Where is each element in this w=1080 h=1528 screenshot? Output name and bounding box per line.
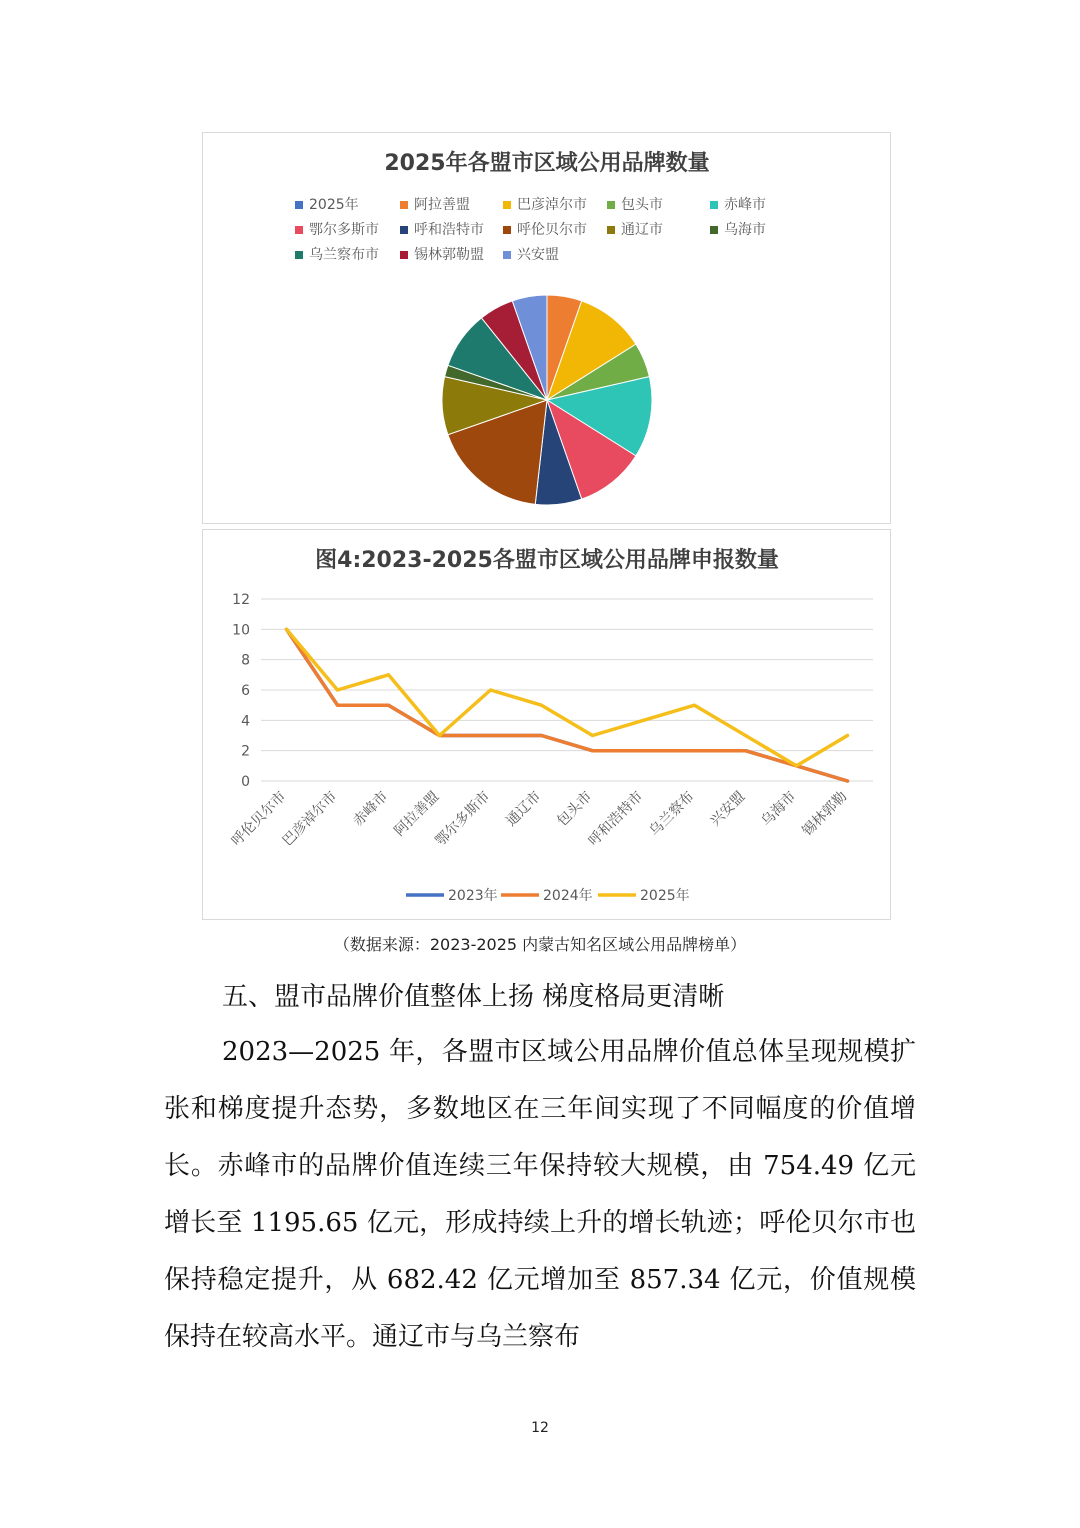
x-tick-label: 乌兰察布 (646, 788, 698, 840)
pie-legend-item (503, 196, 587, 213)
x-tick-label: 巴彦淖尔市 (279, 788, 341, 850)
y-tick-label: 0 (241, 774, 250, 790)
series-line (287, 629, 848, 781)
line-legend-label: 2023年 (448, 888, 498, 904)
line-legend-item (501, 887, 593, 904)
pie-legend-item (503, 222, 587, 238)
pie-legend-item (607, 222, 663, 238)
x-tick-label: 呼伦贝尔市 (228, 788, 290, 850)
x-tick-label: 鄂尔多斯市 (432, 788, 494, 850)
pie-legend-swatch (400, 251, 408, 259)
pie-legend-swatch (710, 226, 718, 234)
pie-legend-swatch (400, 201, 408, 209)
y-tick-label: 8 (241, 652, 250, 669)
body-text (164, 1024, 916, 1366)
pie-legend-item (710, 222, 766, 238)
pie-legend-label: 锡林郭勒盟 (414, 247, 484, 263)
pie-legend-label: 兴安盟 (517, 247, 559, 263)
pie-legend-swatch (710, 201, 718, 209)
pie-legend-item (295, 247, 379, 263)
pie-legend-label: 巴彦淖尔市 (517, 197, 587, 213)
pie-legend-label: 通辽市 (621, 222, 663, 238)
data-source-note: （数据来源：2023-2025 内蒙古知名区域公用品牌榜单） (333, 935, 747, 954)
pie-legend-swatch (503, 201, 511, 209)
pie-legend-swatch (295, 201, 303, 209)
line-chart-panel (202, 529, 891, 920)
series-line (287, 629, 848, 766)
pie-legend-label: 赤峰市 (724, 197, 766, 213)
x-tick-label: 通辽市 (503, 788, 545, 830)
pie-legend-swatch (503, 226, 511, 234)
pie-chart-title: 2025年各盟市区域公用品牌数量 (384, 151, 710, 176)
pie-legend-item (400, 221, 484, 238)
y-tick-label: 2 (241, 743, 250, 760)
pie-legend-item (710, 196, 766, 213)
pie-legend-swatch (295, 226, 303, 234)
line-chart-title: 图4:2023-2025各盟市区域公用品牌申报数量 (315, 548, 779, 573)
pie-legend-swatch (295, 251, 303, 259)
y-tick-label: 4 (241, 713, 250, 730)
pie-legend-swatch (400, 226, 408, 234)
pie-legend-item (295, 222, 379, 238)
pie-legend-label: 包头市 (621, 197, 663, 213)
x-tick-label: 赤峰市 (350, 788, 392, 830)
line-legend-label: 2024年 (543, 888, 593, 904)
y-tick-label: 6 (241, 683, 250, 699)
x-tick-label: 包头市 (554, 788, 596, 830)
line-legend-item (598, 887, 690, 904)
section-heading: 五、盟市品牌价值整体上扬 梯度格局更清晰 (222, 982, 725, 1012)
pie-chart (203, 133, 892, 525)
x-tick-label: 呼和浩特市 (585, 788, 647, 850)
x-tick-label: 乌海市 (758, 788, 800, 830)
pie-legend-label: 乌兰察布市 (309, 247, 379, 263)
x-tick-label: 阿拉善盟 (391, 788, 443, 840)
line-legend-item (406, 887, 498, 904)
pie-legend-swatch (503, 251, 511, 259)
y-tick-label: 10 (232, 622, 250, 639)
pie-legend-item (400, 196, 470, 213)
x-tick-label: 兴安盟 (707, 788, 749, 830)
pie-legend-item (295, 196, 359, 213)
pie-legend-item (400, 246, 484, 263)
pie-chart-panel (202, 132, 891, 524)
line-legend-label: 2025年 (640, 888, 690, 904)
x-tick-label: 锡林郭勒 (799, 788, 851, 840)
pie-legend-label: 阿拉善盟 (414, 197, 470, 213)
pie-legend-label: 乌海市 (724, 222, 766, 238)
pie-legend-label: 2025年 (309, 197, 359, 213)
page-number: 12 (531, 1420, 549, 1436)
pie-legend-label: 鄂尔多斯市 (309, 222, 379, 238)
y-tick-label: 12 (232, 592, 250, 608)
body-paragraph: 2023—2025 年，各盟市区域公用品牌价值总体呈现规模扩张和梯度提升态势，多数地区在三年间实现了不同幅度的价值增长。赤峰市的品牌价值连续三年保持较大规模，由 754.49 亿元增长至 1195.65 亿元，形成持续上升的增长轨迹；呼伦贝尔市也保持稳定提升，从 682.42 亿元增加至 857.34 亿元，价值规模保持在较高水平。通辽市与乌兰察布 (164, 1037, 916, 1352)
pie-legend-label: 呼和浩特市 (414, 222, 484, 238)
pie-legend-swatch (607, 226, 615, 234)
line-chart (203, 530, 892, 921)
pie-legend-item (503, 247, 559, 263)
pie-legend-item (607, 196, 663, 213)
pie-legend-label: 呼伦贝尔市 (517, 222, 587, 238)
pie-legend-swatch (607, 201, 615, 209)
